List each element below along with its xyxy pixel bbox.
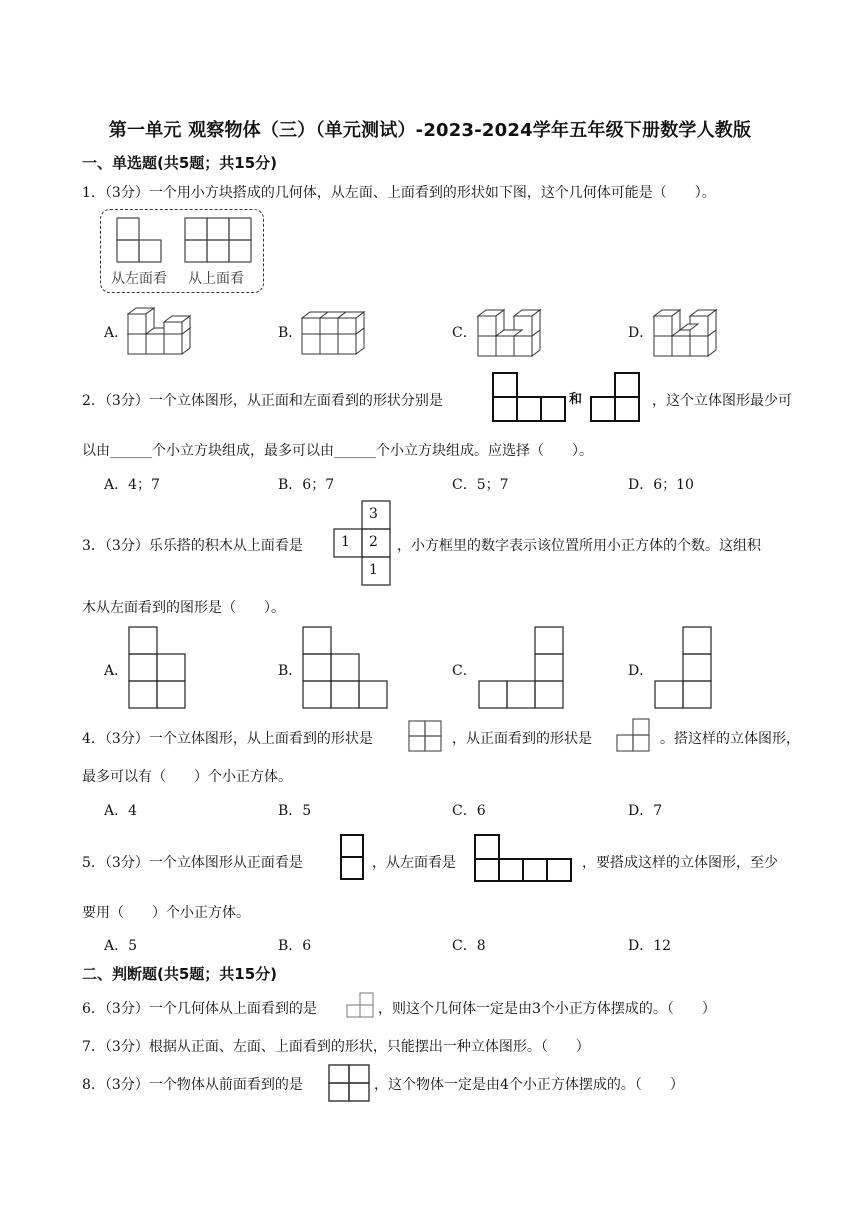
question-5-text-c: ，要搭成这样的立体图形，至少 [582, 855, 778, 871]
question-5-text-d: 要用（ ）个小正方体。 [82, 905, 250, 921]
q1-top-view-figure [185, 218, 253, 264]
question-5-text-a: 5．（3分）一个立体图形从正面看是 [82, 855, 303, 871]
q5-option-b[interactable]: B．6 [278, 938, 312, 954]
q1-option-d-label[interactable]: D． [628, 325, 654, 341]
q3-option-a-figure[interactable] [128, 626, 186, 710]
question-4-text-d: 最多可以有（ ）个小正方体。 [82, 769, 292, 785]
q1-option-b-label[interactable]: B． [278, 325, 303, 341]
question-1-text: 1．（3分）一个用小方块搭成的几何体，从左面、上面看到的形状如下图，这个几何体可能是（ ）。 [82, 185, 716, 201]
question-2-text-a: 2．（3分）一个立体图形，从正面和左面看到的形状分别是 [82, 393, 443, 409]
q2-option-b[interactable]: B．6；7 [278, 477, 335, 493]
q3-option-c-label[interactable]: C． [452, 663, 477, 679]
section-heading-true-false: 二、判断题(共5题；共15分) [82, 965, 278, 983]
question-4-text-b: ，从正面看到的形状是 [452, 731, 592, 747]
q3-option-b-label[interactable]: B． [278, 663, 303, 679]
q4-option-a[interactable]: A．4 [104, 803, 138, 819]
q5-left-view-figure [474, 834, 574, 884]
q5-option-c[interactable]: C．8 [452, 938, 486, 954]
q8-front-view-figure [328, 1064, 372, 1104]
question-2-text-b: ，这个立体图形最少可 [652, 393, 792, 409]
question-4-text-a: 4．（3分）一个立体图形，从上面看到的形状是 [82, 731, 373, 747]
question-6-text-a: 6．（3分）一个几何体从上面看到的是 [82, 1001, 317, 1017]
question-3-text-c: 木从左面看到的图形是（ ）。 [82, 600, 285, 616]
q2-option-c[interactable]: C．5；7 [452, 477, 509, 493]
q3-option-c-figure[interactable] [478, 626, 564, 710]
q2-option-d[interactable]: D．6；10 [628, 477, 694, 493]
q4-top-view-figure [408, 720, 444, 754]
q1-left-view-caption: 从左面看 [111, 271, 167, 287]
q4-option-c[interactable]: C．6 [452, 803, 486, 819]
q4-option-b[interactable]: B．5 [278, 803, 312, 819]
q3-option-d-figure[interactable] [654, 626, 712, 710]
q3-grid-number: 3 [369, 506, 378, 522]
q5-option-d[interactable]: D．12 [628, 938, 672, 954]
question-8-text-a: 8．（3分）一个物体从前面看到的是 [82, 1077, 303, 1093]
question-6-text-b: ，则这个几何体一定是由3个小正方体摆成的。（ ） [378, 1001, 716, 1017]
q5-front-view-figure [340, 834, 366, 884]
q1-option-c-figure[interactable] [478, 300, 542, 358]
q3-option-b-figure[interactable] [302, 626, 388, 710]
question-5-text-b: ，从左面看是 [372, 855, 456, 871]
q1-option-a-label[interactable]: A． [104, 325, 129, 341]
q3-option-d-label[interactable]: D． [628, 663, 654, 679]
q1-option-d-figure[interactable] [654, 302, 724, 358]
page-title: 第一单元 观察物体（三）（单元测试）-2023-2024学年五年级下册数学人教版 [108, 120, 752, 141]
section-heading-single-choice: 一、单选题(共5题；共15分) [82, 154, 278, 172]
q3-grid-number: 2 [369, 534, 378, 550]
q2-front-view-figure [492, 372, 566, 424]
q4-option-d[interactable]: D．7 [628, 803, 663, 819]
question-8-text-b: ，这个物体一定是由4个小正方体摆成的。（ ） [374, 1077, 684, 1093]
q2-left-view-figure [590, 372, 642, 424]
q3-grid-number: 1 [369, 562, 378, 578]
question-3-text-a: 3．（3分）乐乐搭的积木从上面看是 [82, 538, 303, 554]
question-4-text-c: 。搭这样的立体图形， [660, 731, 800, 747]
q3-grid-number: 1 [341, 534, 350, 550]
q1-option-c-label[interactable]: C． [452, 325, 477, 341]
question-7-text: 7．（3分）根据从正面、左面、上面看到的形状，只能摆出一种立体图形。（ ） [82, 1039, 590, 1055]
q1-option-b-figure[interactable] [302, 304, 366, 356]
question-2-text-c: 以由______个小立方块组成，最多可以由______个小立方块组成。应选择（ ）。 [82, 443, 593, 459]
q5-option-a[interactable]: A．5 [104, 938, 138, 954]
q1-top-view-caption: 从上面看 [188, 271, 244, 287]
q2-and-label: 和 [569, 392, 583, 407]
q6-top-view-figure [346, 992, 376, 1020]
question-3-text-b: ，小方框里的数字表示该位置所用小正方体的个数。这组积 [397, 538, 761, 554]
q3-option-a-label[interactable]: A． [104, 663, 129, 679]
q2-option-a[interactable]: A．4；7 [104, 477, 160, 493]
q1-option-a-figure[interactable] [128, 304, 192, 356]
q1-left-view-figure [117, 218, 163, 264]
q4-front-view-figure [616, 718, 652, 754]
